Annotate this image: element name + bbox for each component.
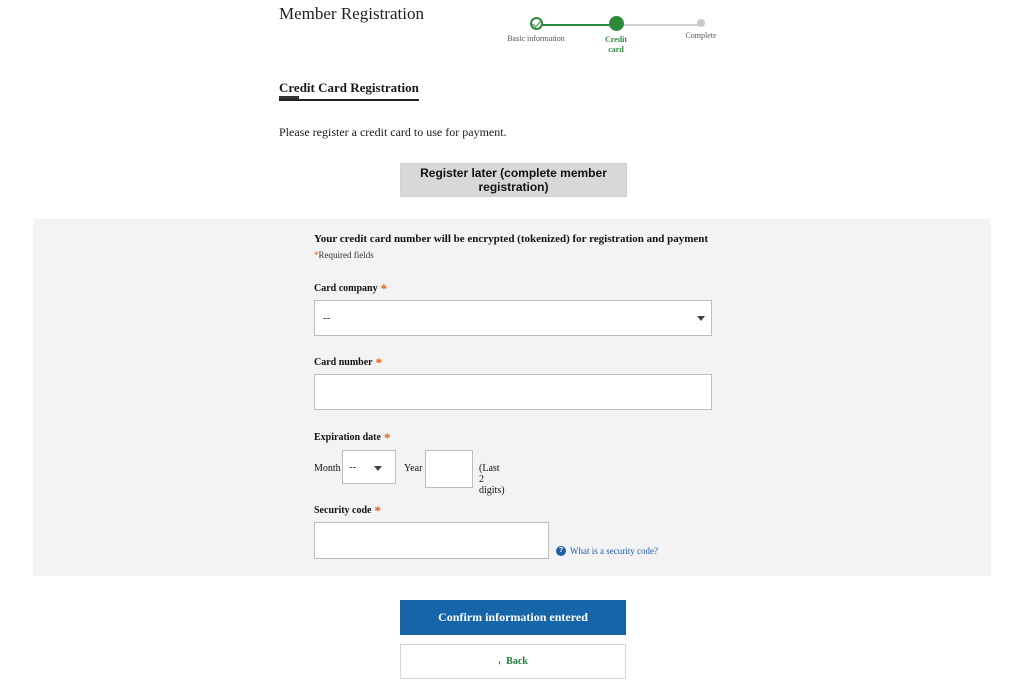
stepper-step-credit-card[interactable] bbox=[580, 8, 652, 55]
stepper-step-basic-information[interactable] bbox=[500, 8, 572, 44]
card-company-select[interactable] bbox=[314, 300, 712, 336]
section-heading: Credit Card Registration bbox=[279, 80, 419, 101]
month-label: Month bbox=[314, 463, 341, 474]
expiration-month-select[interactable] bbox=[342, 450, 396, 484]
security-code-help-text: What is a security code? bbox=[570, 546, 658, 556]
required-star-icon: * bbox=[383, 430, 391, 445]
stepper-step-label-line1: Credit bbox=[604, 35, 628, 44]
required-star-icon: * bbox=[314, 250, 319, 260]
filled-dot-icon bbox=[609, 16, 624, 31]
question-mark-icon: ? bbox=[556, 546, 566, 556]
year-label: Year bbox=[404, 463, 423, 474]
encryption-notice: Your credit card number will be encrypted (tokenized) for registration and payment bbox=[314, 233, 709, 245]
stepper-step-label: Basic information bbox=[507, 34, 565, 43]
empty-dot-icon bbox=[697, 19, 705, 27]
check-circle-icon bbox=[530, 17, 543, 30]
stepper-step-label bbox=[580, 35, 652, 55]
last-two-digits-hint: (Last 2 digits) bbox=[479, 463, 505, 496]
card-company-label bbox=[314, 281, 387, 297]
card-number-label bbox=[314, 355, 382, 371]
lead-text: Please register a credit card to use for payment. bbox=[279, 125, 507, 139]
confirm-button[interactable]: Confirm information entered bbox=[400, 600, 626, 635]
card-number-input[interactable] bbox=[314, 374, 712, 410]
back-button[interactable] bbox=[400, 644, 626, 679]
required-fields-note-text: Required fields bbox=[318, 250, 374, 260]
page-title: Member Registration bbox=[279, 4, 424, 23]
stepper-step-label: Complete bbox=[685, 31, 717, 40]
chevron-left-icon: ‹ bbox=[498, 656, 502, 667]
required-star-icon: * bbox=[380, 281, 388, 296]
expiration-date-label-text: Expiration date bbox=[314, 432, 381, 443]
required-star-icon: * bbox=[375, 355, 383, 370]
security-code-label-text: Security code bbox=[314, 505, 372, 516]
card-company-label-text: Card company bbox=[314, 283, 378, 294]
required-fields-note bbox=[314, 250, 374, 260]
stepper-step-label-line2: card bbox=[608, 45, 624, 54]
heading-accent-bar bbox=[279, 96, 299, 99]
stepper-step-complete[interactable] bbox=[665, 8, 737, 41]
expiration-date-label bbox=[314, 430, 390, 446]
register-later-button[interactable]: Register later (complete member registration) bbox=[400, 163, 627, 197]
security-code-label bbox=[314, 503, 381, 519]
expiration-year-input[interactable] bbox=[425, 450, 473, 488]
required-star-icon: * bbox=[374, 503, 381, 518]
card-number-label-text: Card number bbox=[314, 357, 373, 368]
registration-stepper bbox=[500, 8, 717, 54]
back-button-label: Back bbox=[506, 656, 528, 667]
security-code-input[interactable] bbox=[314, 522, 549, 559]
security-code-help-link[interactable] bbox=[556, 546, 658, 556]
